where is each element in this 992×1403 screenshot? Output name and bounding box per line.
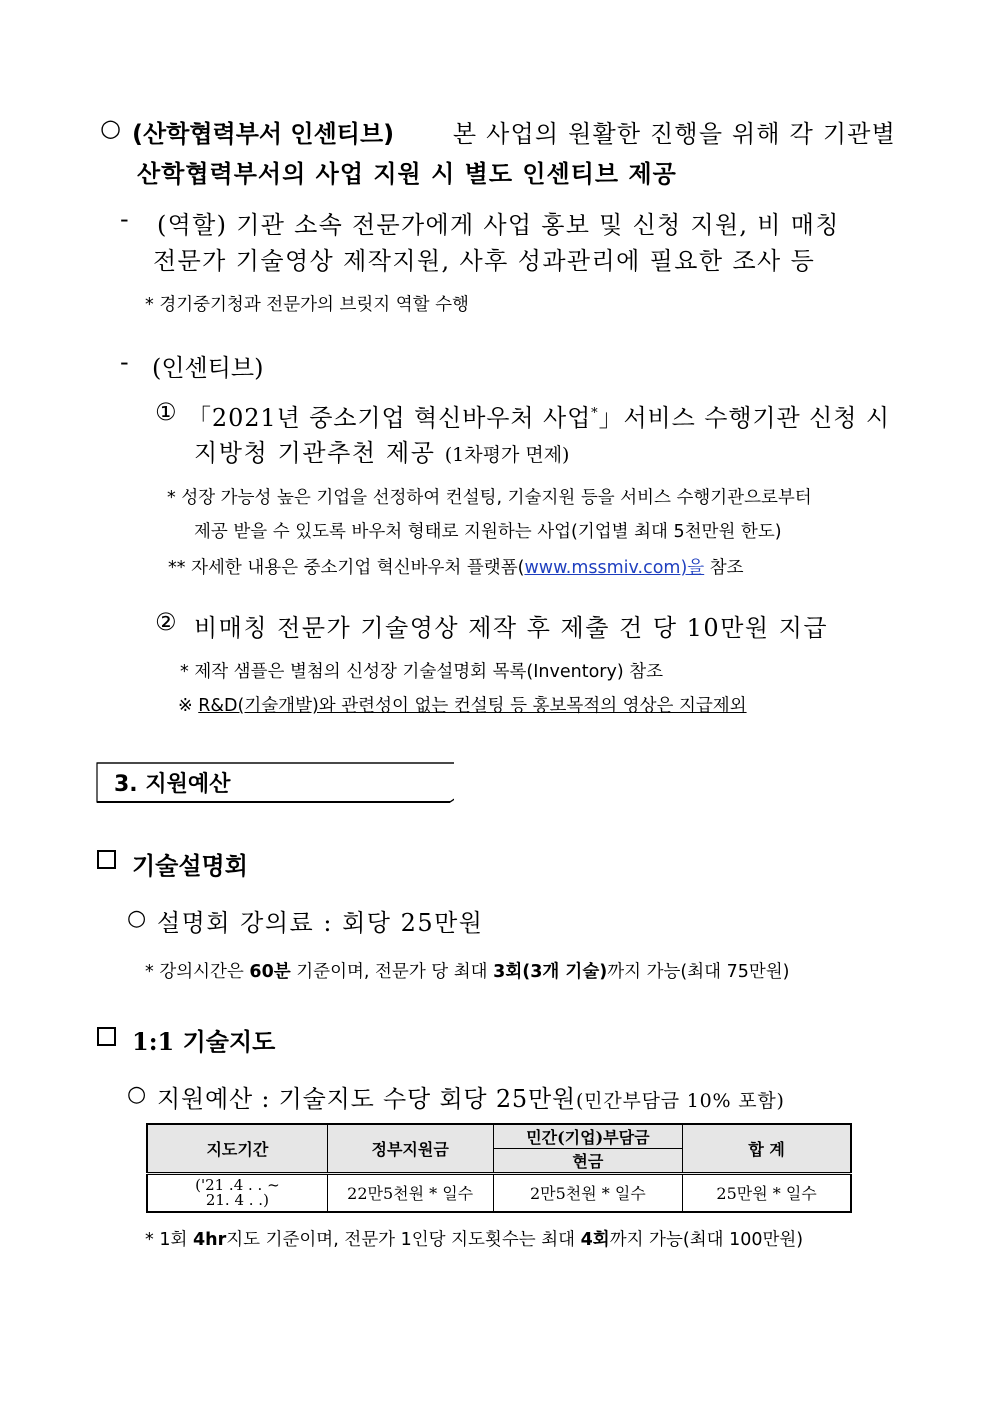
incentive-heading-text: 본 사업의 원활한 진행을 위해 각 기관별 — [452, 120, 896, 148]
table-header-gov: 정부지원금 — [327, 1124, 493, 1174]
item2-line1: 비매칭 전문가 기술영상 제작 후 제출 건 당 10만원 지급 — [194, 614, 829, 642]
table-cell-total: 25만원 * 일수 — [683, 1174, 851, 1212]
item2-note2 — [178, 692, 747, 717]
seminar-note-pre: * 강의시간은 — [145, 962, 244, 982]
role-line1: (역할) 기관 소속 전문가에게 사업 홍보 및 신청 지원, 비 매칭 — [157, 211, 840, 239]
reference-mark: ※ — [178, 696, 193, 716]
incentive-heading-title: (산학협력부서 인센티브) — [132, 120, 395, 148]
table-header-total: 합 계 — [683, 1124, 851, 1174]
dash: - — [120, 205, 129, 233]
item-number-1: ① — [155, 398, 177, 426]
voucher-platform-link[interactable]: www.mssmiv.com — [524, 558, 681, 578]
incentive-heading-line1 — [132, 114, 896, 149]
section-title: 3. 지원예산 — [114, 772, 231, 797]
item1-note2-pre: ** 자세한 내용은 중소기업 혁신바우처 플랫폼( — [168, 558, 525, 578]
dash: - — [120, 348, 129, 376]
item1-line1 — [187, 398, 890, 433]
item1-note2-mid: )을 — [680, 558, 705, 578]
table-header-period: 지도기간 — [147, 1124, 327, 1174]
item2-note1: * 제작 샘플은 별첨의 신성장 기술설명회 목록(Inventory) 참조 — [180, 662, 664, 682]
seminar-note-post: 까지 가능(최대 75만원) — [607, 962, 790, 982]
seminar-note-b2: 3회(3개 기술) — [493, 962, 608, 982]
item2-note2-text: R&D(기술개발)와 관련성이 없는 컨설팅 등 홍보목적의 영상은 지급제외 — [198, 696, 747, 716]
item1-line2-small: (1차평가 면제) — [444, 444, 570, 466]
table-header-private-cash: 현금 — [493, 1149, 683, 1174]
coaching-note-b2: 4회 — [580, 1230, 610, 1250]
period-line2: 21. 4 . .) — [205, 1190, 269, 1209]
bullet-circle: ○ — [100, 114, 121, 142]
coaching-budget-line — [157, 1079, 785, 1114]
coaching-note-b1: 4hr — [192, 1230, 227, 1250]
coaching-budget-small: (민간부담금 10% 포함) — [575, 1090, 785, 1112]
table-cell-private: 2만5천원 * 일수 — [493, 1174, 683, 1212]
table-row — [147, 1174, 851, 1212]
item1-note2 — [168, 554, 744, 579]
item1-line1-post: 」서비스 수행기관 신청 시 — [598, 404, 890, 432]
seminar-fee-line: 설명회 강의료 : 회당 25만원 — [157, 909, 484, 937]
item1-line2-main: 지방청 기관추천 제공 — [194, 439, 436, 467]
bullet-circle: ○ — [127, 1082, 147, 1107]
item1-note2-post: 참조 — [709, 558, 744, 578]
role-line2: 전문가 기술영상 제작지원, 사후 성과관리에 필요한 조사 등 — [153, 247, 816, 275]
coaching-note-post: 까지 가능(최대 100만원) — [609, 1230, 804, 1250]
checkbox-square-icon — [97, 850, 116, 871]
footnote-mark: * — [591, 406, 599, 421]
bullet-circle: ○ — [127, 906, 147, 931]
incentive-title: (인센티브) — [152, 354, 264, 382]
seminar-note-b1: 60분 — [249, 962, 291, 982]
coaching-budget-main: 지원예산 : 기술지도 수당 회당 25만원 — [157, 1085, 576, 1113]
table-header-private: 민간(기업)부담금 — [493, 1124, 683, 1149]
checkbox-square-icon — [97, 1027, 116, 1048]
coaching-title: 1:1 기술지도 — [132, 1027, 276, 1056]
item1-note1-line1: * 성장 가능성 높은 기업을 선정하여 컨설팅, 기술지원 등을 서비스 수행기관으로부터 — [167, 488, 812, 508]
item-number-2: ② — [155, 608, 177, 636]
seminar-note-mid: 기준이며, 전문가 당 최대 — [296, 962, 488, 982]
seminar-note — [145, 958, 790, 983]
item1-note1-line2: 제공 받을 수 있도록 바우처 형태로 지원하는 사업(기업별 최대 5천만원 한도) — [194, 522, 782, 542]
period-line1: ('21 .4 . . ~ — [195, 1175, 280, 1194]
item1-line1-pre: 「2021년 중소기업 혁신바우처 사업 — [187, 404, 592, 432]
coaching-note — [145, 1226, 803, 1251]
seminar-title: 기술설명회 — [132, 852, 248, 880]
coaching-note-mid: 지도 기준이며, 전문가 1인당 지도횟수는 최대 — [226, 1230, 576, 1250]
table-cell-period — [147, 1174, 327, 1212]
incentive-heading-line2: 산학협력부서의 사업 지원 시 별도 인센티브 제공 — [137, 160, 677, 188]
role-note: * 경기중기청과 전문가의 브릿지 역할 수행 — [145, 295, 469, 315]
table-cell-gov: 22만5천원 * 일수 — [327, 1174, 493, 1212]
item1-line2 — [194, 433, 569, 468]
coaching-budget-table — [146, 1123, 852, 1213]
coaching-note-pre: * 1회 — [145, 1230, 188, 1250]
